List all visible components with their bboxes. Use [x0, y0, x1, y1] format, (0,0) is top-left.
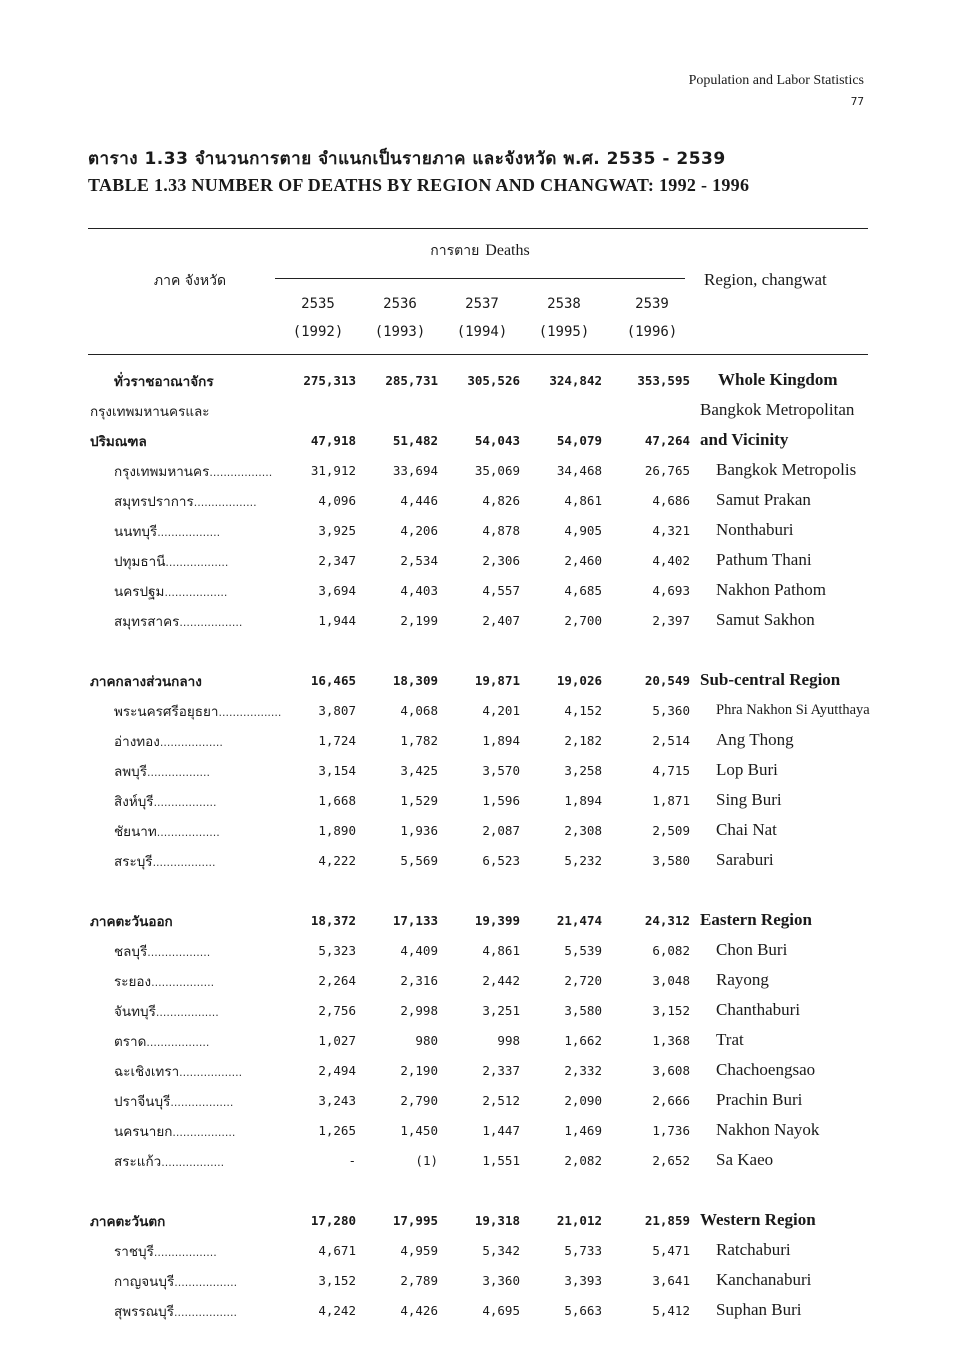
- row-label-english: Samut Sakhon: [716, 610, 815, 629]
- table-row: [0, 516, 966, 546]
- cell-value: 4,321: [652, 523, 690, 538]
- cell-value: 18,372: [310, 913, 356, 928]
- page-header: [689, 70, 864, 112]
- table-row: [0, 756, 966, 786]
- cell-value: 2,090: [564, 1093, 602, 1108]
- year-ce-2: (1994): [456, 324, 508, 340]
- table-row: [0, 1056, 966, 1086]
- cell-value: 998: [497, 1033, 520, 1048]
- row-label-thai: ตราด .....: [114, 1030, 209, 1052]
- cell-value: 6,082: [652, 943, 690, 958]
- cell-value: 4,201: [482, 703, 520, 718]
- cell-value: 2,666: [652, 1093, 690, 1108]
- cell-value: 2,306: [482, 553, 520, 568]
- row-label-english: Nonthaburi: [716, 520, 794, 539]
- cell-value: 5,471: [652, 1243, 690, 1258]
- cell-value: 3,807: [318, 703, 356, 718]
- cell-value: 1,890: [318, 823, 356, 838]
- table-row: [0, 1026, 966, 1056]
- table-row: [0, 726, 966, 756]
- cell-value: 4,096: [318, 493, 356, 508]
- cell-value: 19,871: [474, 673, 520, 688]
- cell-value: 5,663: [564, 1303, 602, 1318]
- cell-value: 3,570: [482, 763, 520, 778]
- row-label-english: Bangkok Metropolitan: [700, 400, 855, 419]
- data-table: [0, 366, 966, 1326]
- cell-value: 2,756: [318, 1003, 356, 1018]
- cell-value: 17,995: [392, 1213, 438, 1228]
- row-label-thai: ปราจีนบุรี .....: [114, 1090, 233, 1112]
- cell-value: 20,549: [644, 673, 690, 688]
- deaths-header-english: Deaths: [485, 242, 530, 259]
- cell-value: 1,027: [318, 1033, 356, 1048]
- cell-value: 2,337: [482, 1063, 520, 1078]
- cell-value: 21,474: [556, 913, 602, 928]
- cell-value: 19,399: [474, 913, 520, 928]
- cell-value: 4,959: [400, 1243, 438, 1258]
- row-label-english: Rayong: [716, 970, 769, 989]
- row-label-thai: สิงห์บุรี .....: [114, 790, 217, 812]
- cell-value: 3,425: [400, 763, 438, 778]
- row-label-english: Phra Nakhon Si Ayutthaya: [716, 702, 870, 718]
- cell-value: 3,048: [652, 973, 690, 988]
- cell-value: 4,695: [482, 1303, 520, 1318]
- cell-value: 285,731: [385, 373, 438, 388]
- cell-value: 2,087: [482, 823, 520, 838]
- cell-value: -: [348, 1153, 356, 1168]
- row-label-thai: กรุงเทพมหานคร .....: [114, 460, 272, 482]
- cell-value: 3,641: [652, 1273, 690, 1288]
- cell-value: 3,393: [564, 1273, 602, 1288]
- row-label-thai: สระแก้ว .....: [114, 1150, 224, 1172]
- cell-value: 34,468: [556, 463, 602, 478]
- cell-value: 1,450: [400, 1123, 438, 1138]
- cell-value: 2,082: [564, 1153, 602, 1168]
- cell-value: 47,918: [310, 433, 356, 448]
- deaths-header-thai: การตาย: [430, 243, 480, 259]
- cell-value: 4,693: [652, 583, 690, 598]
- cell-value: 4,242: [318, 1303, 356, 1318]
- row-label-thai: ปทุมธานี .....: [114, 550, 228, 572]
- row-label-english: Prachin Buri: [716, 1090, 803, 1109]
- year-be-0: 2535: [301, 296, 335, 312]
- cell-value: 18,309: [392, 673, 438, 688]
- cell-value: 1,894: [482, 733, 520, 748]
- cell-value: 1,724: [318, 733, 356, 748]
- table-row: [0, 366, 966, 396]
- row-label-thai: กาญจนบุรี .....: [114, 1270, 237, 1292]
- cell-value: 2,790: [400, 1093, 438, 1108]
- cell-value: 51,482: [392, 433, 438, 448]
- cell-value: 353,595: [637, 373, 690, 388]
- row-label-thai: ทั่วราชอาณาจักร: [114, 374, 214, 390]
- table-row: [0, 1116, 966, 1146]
- row-label-thai: กรุงเทพมหานครและ: [90, 404, 210, 420]
- cell-value: 2,182: [564, 733, 602, 748]
- cell-value: 1,529: [400, 793, 438, 808]
- cell-value: 2,332: [564, 1063, 602, 1078]
- cell-value: 2,264: [318, 973, 356, 988]
- cell-value: 5,323: [318, 943, 356, 958]
- row-label-english: Sa Kaeo: [716, 1150, 774, 1169]
- row-label-english: Whole Kingdom: [718, 370, 838, 389]
- row-label-thai: สระบุรี .....: [114, 850, 216, 872]
- cell-value: 1,944: [318, 613, 356, 628]
- table-titles: [88, 145, 878, 205]
- row-label-english: Chai Nat: [716, 820, 777, 839]
- row-label-english: Ang Thong: [716, 730, 794, 749]
- table-row: [0, 936, 966, 966]
- section-title: Population and Labor Statistics: [688, 73, 864, 88]
- cell-value: 1,265: [318, 1123, 356, 1138]
- table-row: [0, 606, 966, 636]
- table-title-english: TABLE 1.33 NUMBER OF DEATHS BY REGION AND CHANGWAT: 1992 - 1996: [88, 175, 750, 195]
- year-be-1: 2536: [383, 296, 417, 312]
- cell-value: 4,686: [652, 493, 690, 508]
- cell-value: 26,765: [644, 463, 690, 478]
- table-row: [0, 456, 966, 486]
- cell-value: 4,557: [482, 583, 520, 598]
- cell-value: 33,694: [392, 463, 438, 478]
- cell-value: 2,316: [400, 973, 438, 988]
- cell-value: 2,494: [318, 1063, 356, 1078]
- cell-value: 2,190: [400, 1063, 438, 1078]
- cell-value: 3,154: [318, 763, 356, 778]
- cell-value: 1,894: [564, 793, 602, 808]
- cell-value: 5,360: [652, 703, 690, 718]
- row-label-thai: ลพบุรี .....: [114, 760, 210, 782]
- table-row: [0, 1266, 966, 1296]
- cell-value: 31,912: [310, 463, 356, 478]
- cell-value: 2,700: [564, 613, 602, 628]
- cell-value: 2,397: [652, 613, 690, 628]
- row-label-english: Suphan Buri: [716, 1300, 802, 1319]
- header-bottom-rule: [88, 354, 868, 355]
- cell-value: 3,243: [318, 1093, 356, 1108]
- year-ce-3: (1995): [538, 324, 590, 340]
- table-row: [0, 486, 966, 516]
- region-header-english: Region, changwat: [704, 270, 827, 289]
- cell-value: 275,313: [303, 373, 356, 388]
- cell-value: 1,936: [400, 823, 438, 838]
- cell-value: 4,426: [400, 1303, 438, 1318]
- deaths-span-rule: [275, 278, 685, 279]
- row-label-thai: ภาคตะวันตก: [90, 1214, 166, 1230]
- cell-value: 54,079: [556, 433, 602, 448]
- cell-value: 16,465: [310, 673, 356, 688]
- row-label-english: Bangkok Metropolis: [716, 460, 857, 479]
- row-label-english: Nakhon Nayok: [716, 1120, 820, 1139]
- cell-value: 4,068: [400, 703, 438, 718]
- cell-value: 1,782: [400, 733, 438, 748]
- cell-value: 2,308: [564, 823, 602, 838]
- row-label-thai: พระนครศรีอยุธยา .....: [114, 700, 281, 722]
- table-row: [0, 846, 966, 876]
- year-ce-0: (1992): [292, 324, 344, 340]
- cell-value: 3,251: [482, 1003, 520, 1018]
- cell-value: 3,925: [318, 523, 356, 538]
- cell-value: 5,232: [564, 853, 602, 868]
- cell-value: 2,407: [482, 613, 520, 628]
- cell-value: 305,526: [467, 373, 520, 388]
- cell-value: 4,861: [482, 943, 520, 958]
- deaths-header: [275, 240, 685, 262]
- table-row: [0, 426, 966, 456]
- row-label-english: and Vicinity: [700, 430, 789, 449]
- cell-value: 5,412: [652, 1303, 690, 1318]
- table-row: [0, 966, 966, 996]
- cell-value: 3,258: [564, 763, 602, 778]
- year-ce-4: (1996): [626, 324, 678, 340]
- cell-value: 4,222: [318, 853, 356, 868]
- year-ce-1: (1993): [374, 324, 426, 340]
- cell-value: 35,069: [474, 463, 520, 478]
- table-row: [0, 1146, 966, 1176]
- cell-value: 2,998: [400, 1003, 438, 1018]
- row-label-english: Kanchanaburi: [716, 1270, 812, 1289]
- cell-value: 2,534: [400, 553, 438, 568]
- year-be-4: 2539: [635, 296, 669, 312]
- cell-value: 1,668: [318, 793, 356, 808]
- cell-value: 19,318: [474, 1213, 520, 1228]
- row-label-english: Lop Buri: [716, 760, 778, 779]
- row-label-thai: สุพรรณบุรี .....: [114, 1300, 237, 1322]
- row-spacer: [0, 1176, 966, 1206]
- cell-value: 21,012: [556, 1213, 602, 1228]
- cell-value: 4,152: [564, 703, 602, 718]
- table-row: [0, 906, 966, 936]
- cell-value: 324,842: [549, 373, 602, 388]
- table-row: [0, 396, 966, 426]
- row-label-thai: ภาคกลางส่วนกลาง: [90, 674, 202, 690]
- cell-value: 5,539: [564, 943, 602, 958]
- row-label-thai: ภาคตะวันออก: [90, 914, 173, 930]
- row-label-english: Chachoengsao: [716, 1060, 816, 1079]
- row-label-thai: ปริมณฑล: [90, 434, 147, 450]
- row-label-english: Pathum Thani: [716, 550, 812, 569]
- table-row: [0, 1206, 966, 1236]
- cell-value: 2,514: [652, 733, 690, 748]
- row-spacer: [0, 636, 966, 666]
- row-label-thai: ระยอง .....: [114, 970, 214, 992]
- row-label-thai: นนทบุรี .....: [114, 520, 220, 542]
- table-row: [0, 696, 966, 726]
- cell-value: 2,460: [564, 553, 602, 568]
- year-be-2: 2537: [465, 296, 499, 312]
- cell-value: 19,026: [556, 673, 602, 688]
- cell-value: 17,280: [310, 1213, 356, 1228]
- cell-value: 4,878: [482, 523, 520, 538]
- row-label-english: Eastern Region: [700, 910, 812, 929]
- table-row: [0, 546, 966, 576]
- cell-value: 4,685: [564, 583, 602, 598]
- cell-value: 2,347: [318, 553, 356, 568]
- cell-value: 4,206: [400, 523, 438, 538]
- cell-value: 4,446: [400, 493, 438, 508]
- row-label-english: Trat: [716, 1030, 744, 1049]
- table-row: [0, 816, 966, 846]
- cell-value: 6,523: [482, 853, 520, 868]
- top-rule: [88, 228, 868, 229]
- table-row: [0, 786, 966, 816]
- row-label-english: Samut Prakan: [716, 490, 811, 509]
- cell-value: 4,671: [318, 1243, 356, 1258]
- cell-value: 2,512: [482, 1093, 520, 1108]
- cell-value: 980: [415, 1033, 438, 1048]
- row-label-thai: สมุทรสาคร .....: [114, 610, 242, 632]
- table-row: [0, 576, 966, 606]
- cell-value: 1,469: [564, 1123, 602, 1138]
- cell-value: 4,403: [400, 583, 438, 598]
- page-number: 77: [850, 95, 864, 108]
- row-label-english: Ratchaburi: [716, 1240, 791, 1259]
- cell-value: 1,871: [652, 793, 690, 808]
- cell-value: 47,264: [644, 433, 690, 448]
- row-label-english: Sub-central Region: [700, 670, 841, 689]
- row-label-english: Chon Buri: [716, 940, 788, 959]
- cell-value: 1,368: [652, 1033, 690, 1048]
- row-label-thai: นครนายก .....: [114, 1120, 235, 1142]
- cell-value: 21,859: [644, 1213, 690, 1228]
- table-title-thai: ตาราง 1.33 จำนวนการตาย จำแนกเป็นรายภาค และจังหวัด พ.ศ. 2535 - 2539: [88, 149, 726, 169]
- cell-value: 4,409: [400, 943, 438, 958]
- cell-value: 2,789: [400, 1273, 438, 1288]
- cell-value: 2,442: [482, 973, 520, 988]
- cell-value: 1,551: [482, 1153, 520, 1168]
- row-label-thai: ชลบุรี .....: [114, 940, 210, 962]
- cell-value: 5,342: [482, 1243, 520, 1258]
- cell-value: 2,199: [400, 613, 438, 628]
- cell-value: 5,733: [564, 1243, 602, 1258]
- cell-value: 1,447: [482, 1123, 520, 1138]
- row-label-english: Saraburi: [716, 850, 774, 869]
- table-row: [0, 1296, 966, 1326]
- cell-value: 3,580: [652, 853, 690, 868]
- cell-value: 4,905: [564, 523, 602, 538]
- cell-value: 3,152: [652, 1003, 690, 1018]
- cell-value: (1): [415, 1153, 438, 1168]
- row-label-thai: จันทบุรี .....: [114, 1000, 219, 1022]
- cell-value: 54,043: [474, 433, 520, 448]
- table-row: [0, 666, 966, 696]
- row-label-thai: นครปฐม .....: [114, 580, 227, 602]
- row-label-thai: ราชบุรี .....: [114, 1240, 217, 1262]
- cell-value: 1,736: [652, 1123, 690, 1138]
- row-label-thai: อ่างทอง .....: [114, 730, 223, 752]
- table-row: [0, 1236, 966, 1266]
- cell-value: 17,133: [392, 913, 438, 928]
- region-header-thai: ภาค จังหวัด: [153, 273, 227, 289]
- cell-value: 2,652: [652, 1153, 690, 1168]
- cell-value: 3,608: [652, 1063, 690, 1078]
- row-label-english: Western Region: [700, 1210, 816, 1229]
- cell-value: 3,360: [482, 1273, 520, 1288]
- cell-value: 2,720: [564, 973, 602, 988]
- row-label-english: Chanthaburi: [716, 1000, 801, 1019]
- cell-value: 3,694: [318, 583, 356, 598]
- cell-value: 1,662: [564, 1033, 602, 1048]
- cell-value: 24,312: [644, 913, 690, 928]
- row-label-thai: ฉะเชิงเทรา .....: [114, 1060, 242, 1082]
- table-row: [0, 996, 966, 1026]
- cell-value: 4,826: [482, 493, 520, 508]
- cell-value: 4,861: [564, 493, 602, 508]
- cell-value: 1,596: [482, 793, 520, 808]
- row-label-thai: ชัยนาท .....: [114, 820, 220, 842]
- cell-value: 5,569: [400, 853, 438, 868]
- row-label-english: Nakhon Pathom: [716, 580, 827, 599]
- row-label-english: Sing Buri: [716, 790, 782, 809]
- table-row: [0, 1086, 966, 1116]
- cell-value: 3,152: [318, 1273, 356, 1288]
- year-be-3: 2538: [547, 296, 581, 312]
- row-spacer: [0, 876, 966, 906]
- cell-value: 4,402: [652, 553, 690, 568]
- row-label-thai: สมุทรปราการ .....: [114, 490, 257, 512]
- cell-value: 2,509: [652, 823, 690, 838]
- cell-value: 3,580: [564, 1003, 602, 1018]
- cell-value: 4,715: [652, 763, 690, 778]
